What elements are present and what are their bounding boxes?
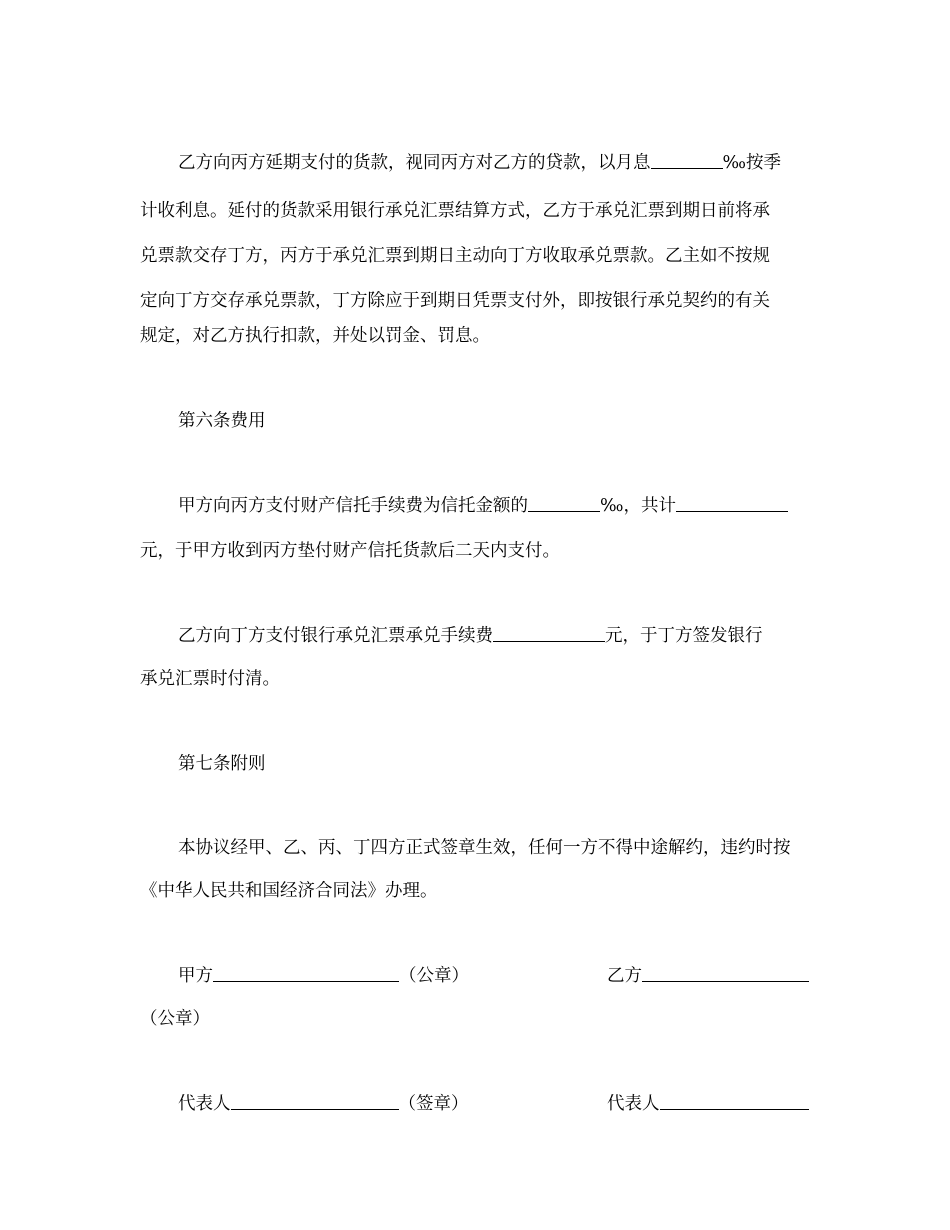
text: 乙方向丁方支付银行承兑汇票承兑手续费 <box>178 626 493 646</box>
party-label: 甲方 <box>178 966 213 986</box>
article-7-heading: 第七条附则 <box>178 754 266 774</box>
p3-line-1 <box>178 625 763 647</box>
party-jia-line <box>178 965 469 987</box>
blank-field <box>660 1093 809 1110</box>
article-6-heading: 第六条费用 <box>178 411 266 431</box>
blank-field <box>676 495 788 512</box>
text: ‰，共计 <box>600 496 676 516</box>
text: 元，于丁方签发银行 <box>605 626 763 646</box>
representative-1-line <box>178 1093 469 1115</box>
blank-field <box>231 1093 399 1110</box>
rep-label: 代表人 <box>607 1094 660 1114</box>
p2-line-1 <box>178 495 788 517</box>
seal-label: （公章） <box>399 966 469 986</box>
blank-field <box>493 625 605 642</box>
representative-2-line <box>607 1093 809 1115</box>
p4-line-2: 《中华人民共和国经济合同法》办理。 <box>140 881 438 901</box>
text: ‰按季 <box>722 153 781 173</box>
p1-line-4: 定向丁方交存承兑票款，丁方除应于到期日凭票支付外，即按银行承兑契约的有关 <box>140 291 770 311</box>
seal-line: （公章） <box>140 1009 210 1029</box>
p2-line-2: 元，于甲方收到丙方垫付财产信托货款后二天内支付。 <box>140 541 560 561</box>
blank-field <box>528 495 600 512</box>
blank-field <box>651 152 723 169</box>
rep-label: 代表人 <box>178 1094 231 1114</box>
party-yi-line <box>607 965 809 987</box>
text: 甲方向丙方支付财产信托手续费为信托金额的 <box>178 496 528 516</box>
signature-label: （签章） <box>398 1094 469 1114</box>
p1-line-2: 计收利息。延付的货款采用银行承兑汇票结算方式，乙方于承兑汇票到期日前将承 <box>140 201 770 221</box>
party-label: 乙方 <box>607 966 642 986</box>
p3-line-2: 承兑汇票时付清。 <box>140 669 280 689</box>
blank-field <box>213 965 399 982</box>
p1-line-3: 兑票款交存丁方，丙方于承兑汇票到期日主动向丁方收取承兑票款。乙主如不按规 <box>140 246 770 266</box>
blank-field <box>642 965 809 982</box>
p4-line-1: 本协议经甲、乙、丙、丁四方正式签章生效，任何一方不得中途解约，违约时按 <box>178 838 791 858</box>
p1-line-5: 规定，对乙方执行扣款，并处以罚金、罚息。 <box>140 326 490 346</box>
p1-line-1 <box>178 152 781 174</box>
text: 乙方向丙方延期支付的货款，视同丙方对乙方的贷款，以月息 <box>178 153 651 173</box>
